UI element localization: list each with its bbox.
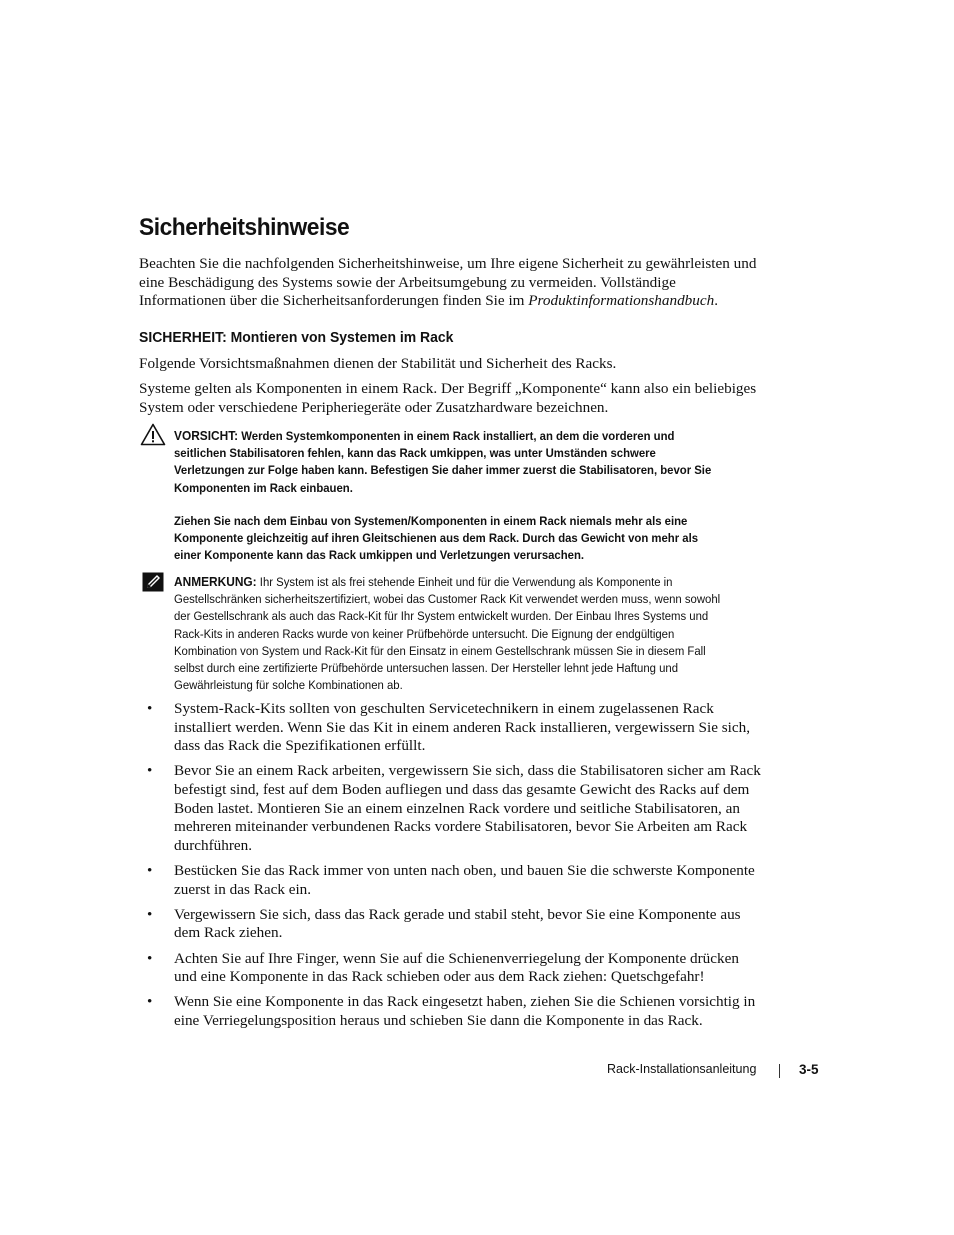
bullet-icon: • (147, 905, 153, 923)
list-item-text: Wenn Sie eine Komponente in das Rack eingesetzt haben, ziehen Sie die Schienen vorsichtig in eine Verriegelungsposition heraus und schieben Sie dann die Komponente in das Rack. (174, 993, 756, 1029)
bullet-icon: • (147, 861, 153, 879)
intro-paragraph (139, 255, 759, 311)
page-title: Sicherheitshinweise (139, 214, 350, 241)
bullet-icon: • (147, 700, 153, 717)
footer-document-title: Rack-Installationsanleitung (607, 1062, 757, 1076)
caution-box (174, 427, 723, 564)
list-item-text: Vergewissern Sie sich, dass das Rack gerade und stabil steht, bevor Sie eine Komponente aus dem Rack ziehen. (174, 905, 741, 942)
safety-bullet-list (139, 700, 764, 1037)
list-item (139, 700, 764, 756)
list-item-text: Bestücken Sie das Rack immer von unten nach oben, und bauen Sie die schwerste Komponente zuerst in das Rack ein. (174, 861, 755, 898)
list-item (139, 762, 764, 855)
list-item-text: Achten Sie auf Ihre Finger, wenn Sie auf die Schienenverriegelung der Komponente drücken und eine Komponente in das Rack schieben oder aus dem Rack ziehen: Quetschgefahr! (174, 949, 739, 986)
list-item (139, 950, 764, 987)
caution-paragraph-1 (174, 427, 723, 497)
caution-label: VORSICHT: (174, 428, 239, 443)
bullet-icon: • (147, 993, 153, 1011)
intro-text: Beachten Sie die nachfolgenden Sicherheitshinweise, um Ihre eigene Sicherheit zu gewährleisten und eine Beschädigung des Systems sowie der Arbeitsumgebung zu vermeiden. Vollständige Informationen über die Sicherheitsanforderungen finden Sie im (139, 255, 757, 310)
intro-italic-reference: Produktinformationshandbuch (528, 292, 715, 310)
intro-text-end: . (714, 292, 718, 310)
caution-text-2: Ziehen Sie nach dem Einbau von Systemen/Komponenten in einem Rack niemals mehr als eine Komponente gleichzeitig auf ihren Gleitschienen aus dem Rack. Durch das Gewicht von mehr als einer Komponente kann das Rack umkippen und Verletzungen verursachen. (174, 513, 699, 563)
caution-text-1: Werden Systemkomponenten in einem Rack installiert, an dem die vorderen und seitlichen Stabilisatoren fehlen, kann das Rack umkippen, was unter Umständen schwere Verletzungen zur Folge haben kann. Befestigen Sie daher immer zuerst die Stabilisatoren, bevor Sie Komponenten im Rack einbauen. (174, 429, 712, 495)
footer-divider (779, 1064, 780, 1078)
bullet-icon: • (147, 949, 153, 967)
page-number: 3-5 (799, 1062, 819, 1077)
note-label: ANMERKUNG: (174, 574, 257, 589)
list-item (139, 906, 764, 943)
section-heading: SICHERHEIT: Montieren von Systemen im Rack (139, 329, 454, 346)
note-paragraph (174, 573, 723, 694)
list-item-text: Bevor Sie an einem Rack arbeiten, vergewissern Sie sich, dass die Stabilisatoren sicher am Rack befestigt sind, fest auf dem Boden aufliegen und dass das gesamte Gewicht des Racks auf dem Boden lastet. Montieren Sie an einem einzelnen Rack vordere und seitliche Stabilisatoren, an mehreren miteinander verbundenen Racks vordere Stabilisatoren, bevor Sie Arbeiten am Rack durchführen. (174, 762, 761, 854)
warning-triangle-icon (140, 423, 166, 446)
list-item-text: System-Rack-Kits sollten von geschulten Servicetechnikern in einem zugelassenen Rack installiert werden. Wenn Sie das Kit in einem anderen Rack installieren, vergewissern Sie sich, dass das Rack die Spezifikationen erfüllt. (174, 700, 751, 755)
pencil-note-icon (142, 572, 164, 592)
list-item (139, 862, 764, 899)
note-text: Ihr System ist als frei stehende Einheit und für die Verwendung als Komponente in Gestellschränken sicherheitszertifiziert, wobei das Customer Rack Kit verwendet werden muss, wenn sowohl der Gestellschrank als auch das Rack-Kit für Ihr System entwickelt wurden. Der Einbau Ihres Systems und Rack-Kits in anderen Racks wurde von keiner Prüfbehörde untersucht. Die Eignung der endgültigen Kombination von System und Rack-Kit für den Einsatz in einem Gestellschrank müssen Sie in diesem Fall selbst durch eine zertifizierte Prüfbehörde untersuchen lassen. Der Hersteller lehnt jede Haftung und Gewährleistung für solche Kombinationen ab. (174, 575, 721, 693)
bullet-icon: • (147, 762, 153, 780)
note-box (174, 573, 723, 694)
paragraph-components: Systeme gelten als Komponenten in einem Rack. Der Begriff „Komponente“ kann also ein beliebiges System oder verschiedene Peripheriegeräte oder Zusatzhardware bezeichnen. (139, 380, 757, 416)
paragraph-stability: Folgende Vorsichtsmaßnahmen dienen der Stabilität und Sicherheit des Racks. (139, 355, 617, 372)
list-item (139, 993, 764, 1030)
